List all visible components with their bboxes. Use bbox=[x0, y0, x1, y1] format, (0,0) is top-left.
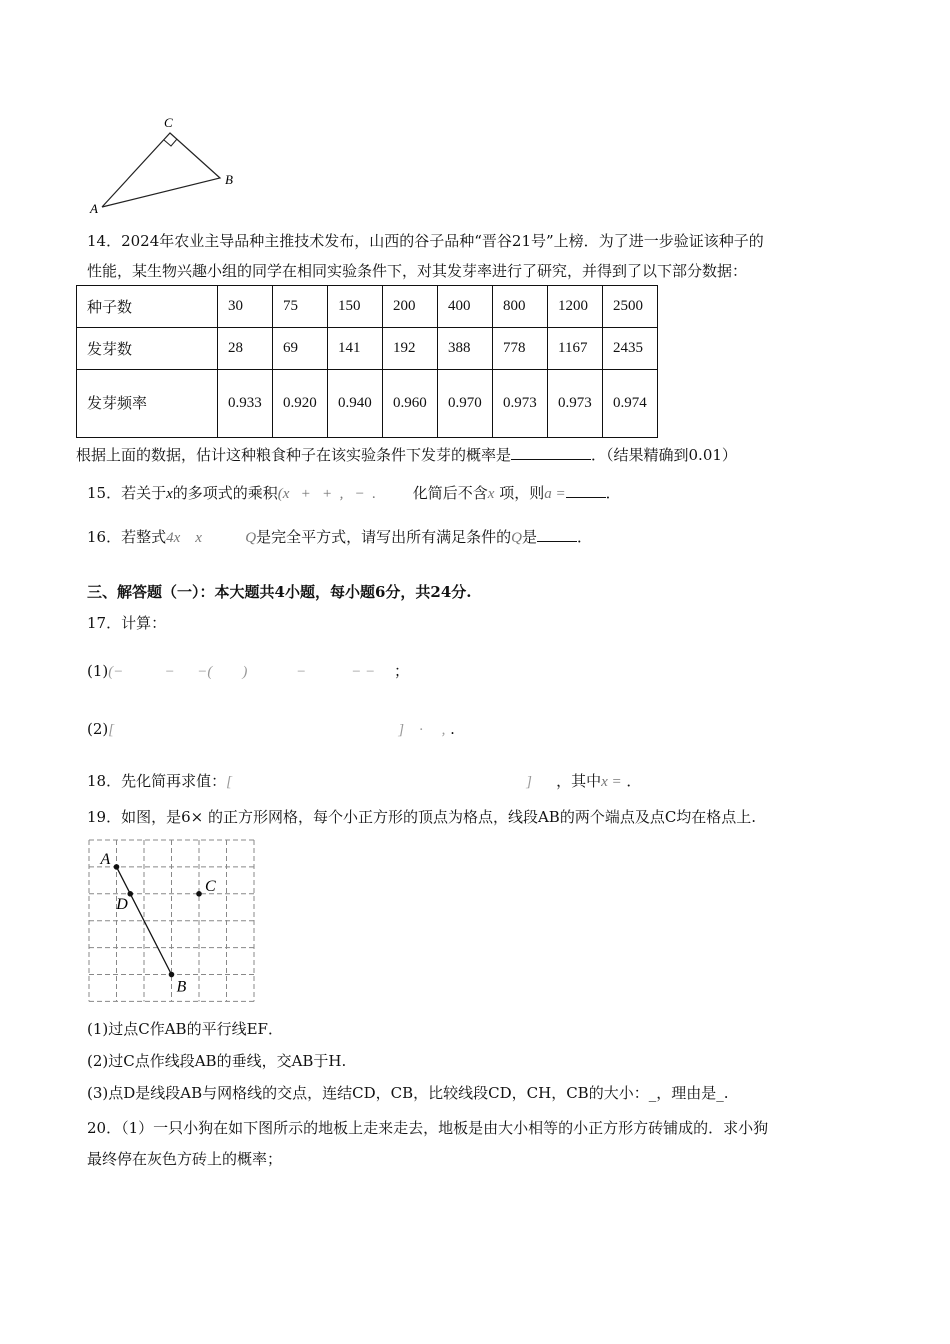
point-b bbox=[169, 972, 175, 978]
q14-after bbox=[76, 444, 737, 465]
germination-table bbox=[76, 285, 658, 438]
text: 项，则 bbox=[499, 484, 545, 502]
var: a = bbox=[544, 486, 566, 502]
cell: 0.970 bbox=[438, 370, 493, 438]
text: ． bbox=[576, 528, 592, 546]
cell: 0.940 bbox=[328, 370, 383, 438]
cell: 30 bbox=[218, 286, 273, 328]
q16: 16．若整式4x x Q是完全平方式，请写出所有满足条件的Q是 ． bbox=[87, 528, 592, 546]
answer-blank[interactable] bbox=[511, 445, 591, 460]
q17-part1: (1)(− − −( ) − − − ； bbox=[87, 662, 409, 680]
cell: 0.933 bbox=[218, 370, 273, 438]
label-a: A bbox=[90, 201, 98, 216]
q19-part3: (3)点D是线段AB与网格线的交点，连结CD，CB，比较线段CD，CH，CB的大小：_，理由是_. bbox=[87, 1084, 729, 1102]
point-a bbox=[114, 864, 120, 870]
q20-text: 20．（1）一只小狗在如下图所示的地板上走来走去，地板是由大小相等的小正方形方砖铺成的．求小狗 bbox=[87, 1119, 769, 1137]
cell: 1167 bbox=[548, 328, 603, 370]
q19-part1: (1)过点C作AB的平行线EF． bbox=[87, 1020, 283, 1038]
text: 15．若关于 bbox=[87, 484, 167, 502]
table-row bbox=[77, 370, 658, 438]
cell: 28 bbox=[218, 328, 273, 370]
cell: 2435 bbox=[603, 328, 658, 370]
var: Q bbox=[245, 530, 257, 546]
text: ． bbox=[605, 484, 621, 502]
q17-title: 17．计算： bbox=[87, 614, 167, 632]
q17-part2: (2)[ ] · , . bbox=[87, 720, 455, 738]
text: 是完全平方式，请写出所有满足条件的 bbox=[256, 528, 512, 546]
cell: 800 bbox=[493, 286, 548, 328]
text: (2) bbox=[87, 720, 109, 738]
answer-blank[interactable] bbox=[566, 483, 606, 498]
cell: 0.973 bbox=[548, 370, 603, 438]
q18: 18．先化简再求值：[ ] ，其中x = ． bbox=[87, 772, 642, 790]
text: 16．若整式 bbox=[87, 528, 167, 546]
q14-text: 14．2024年农业主导品种主推技术发布，山西的谷子品种“晋谷21号”上榜．为了进一步验证该种子的 bbox=[87, 232, 764, 250]
table-row bbox=[77, 328, 658, 370]
text: 化简后不含 bbox=[412, 484, 488, 502]
label-c: C bbox=[205, 877, 216, 895]
q20-text-2: 最终停在灰色方砖上的概率； bbox=[87, 1150, 283, 1168]
text: ． bbox=[626, 772, 642, 790]
point-d bbox=[127, 891, 133, 897]
q15: 15．若关于x的多项式的乘积(x + + , − . 化简后不含x 项，则a = ． bbox=[87, 484, 621, 502]
cell: 发芽频率 bbox=[77, 370, 218, 438]
point-c bbox=[196, 891, 202, 897]
var: Q bbox=[511, 530, 522, 546]
label-a: A bbox=[100, 850, 111, 868]
label-d: D bbox=[116, 895, 128, 913]
cell: 1200 bbox=[548, 286, 603, 328]
cell: 150 bbox=[328, 286, 383, 328]
text: 是 bbox=[521, 528, 537, 546]
square-grid-figure bbox=[80, 830, 280, 1020]
cell: 200 bbox=[383, 286, 438, 328]
label-b: B bbox=[176, 978, 187, 996]
cell: 192 bbox=[383, 328, 438, 370]
cell: 141 bbox=[328, 328, 383, 370]
var: x bbox=[166, 486, 173, 502]
expr: 4x bbox=[166, 530, 181, 546]
answer-blank[interactable] bbox=[537, 527, 577, 542]
q19-text: 19．如图，是6× 的正方形网格，每个小正方形的顶点为格点，线段AB的两个端点及点C均在格点上. bbox=[87, 808, 757, 826]
right-triangle-figure bbox=[0, 0, 950, 230]
text: (1) bbox=[87, 662, 109, 680]
var: x bbox=[487, 486, 495, 502]
cell: 0.960 bbox=[383, 370, 438, 438]
cell: 0.920 bbox=[273, 370, 328, 438]
text: ，其中 bbox=[556, 772, 602, 790]
q14-text-2: 性能，某生物兴趣小组的同学在相同实验条件下，对其发芽率进行了研究，并得到了以下部分数据： bbox=[87, 262, 748, 280]
cell: 388 bbox=[438, 328, 493, 370]
cell: 400 bbox=[438, 286, 493, 328]
cell: 种子数 bbox=[77, 286, 218, 328]
cell: 0.973 bbox=[493, 370, 548, 438]
cell: 0.974 bbox=[603, 370, 658, 438]
text: 根据上面的数据，估计这种粮食种子在该实验条件下发芽的概率是 bbox=[76, 446, 512, 464]
cell: 发芽数 bbox=[77, 328, 218, 370]
var: x = bbox=[601, 774, 622, 790]
cell: 75 bbox=[273, 286, 328, 328]
q19-part2: (2)过C点作线段AB的垂线，交AB于H. bbox=[87, 1052, 347, 1070]
text: 18．先化简再求值： bbox=[87, 772, 227, 790]
text: ．（结果精确到0.01） bbox=[591, 446, 737, 464]
section-heading: 三、解答题（一）：本大题共4小题，每小题6分，共24分. bbox=[87, 583, 472, 601]
cell: 778 bbox=[493, 328, 548, 370]
label-b: B bbox=[225, 172, 233, 187]
cell: 2500 bbox=[603, 286, 658, 328]
table-row bbox=[77, 286, 658, 328]
label-c: C bbox=[164, 115, 173, 130]
text: 的多项式的乘积 bbox=[172, 484, 278, 502]
cell: 69 bbox=[273, 328, 328, 370]
